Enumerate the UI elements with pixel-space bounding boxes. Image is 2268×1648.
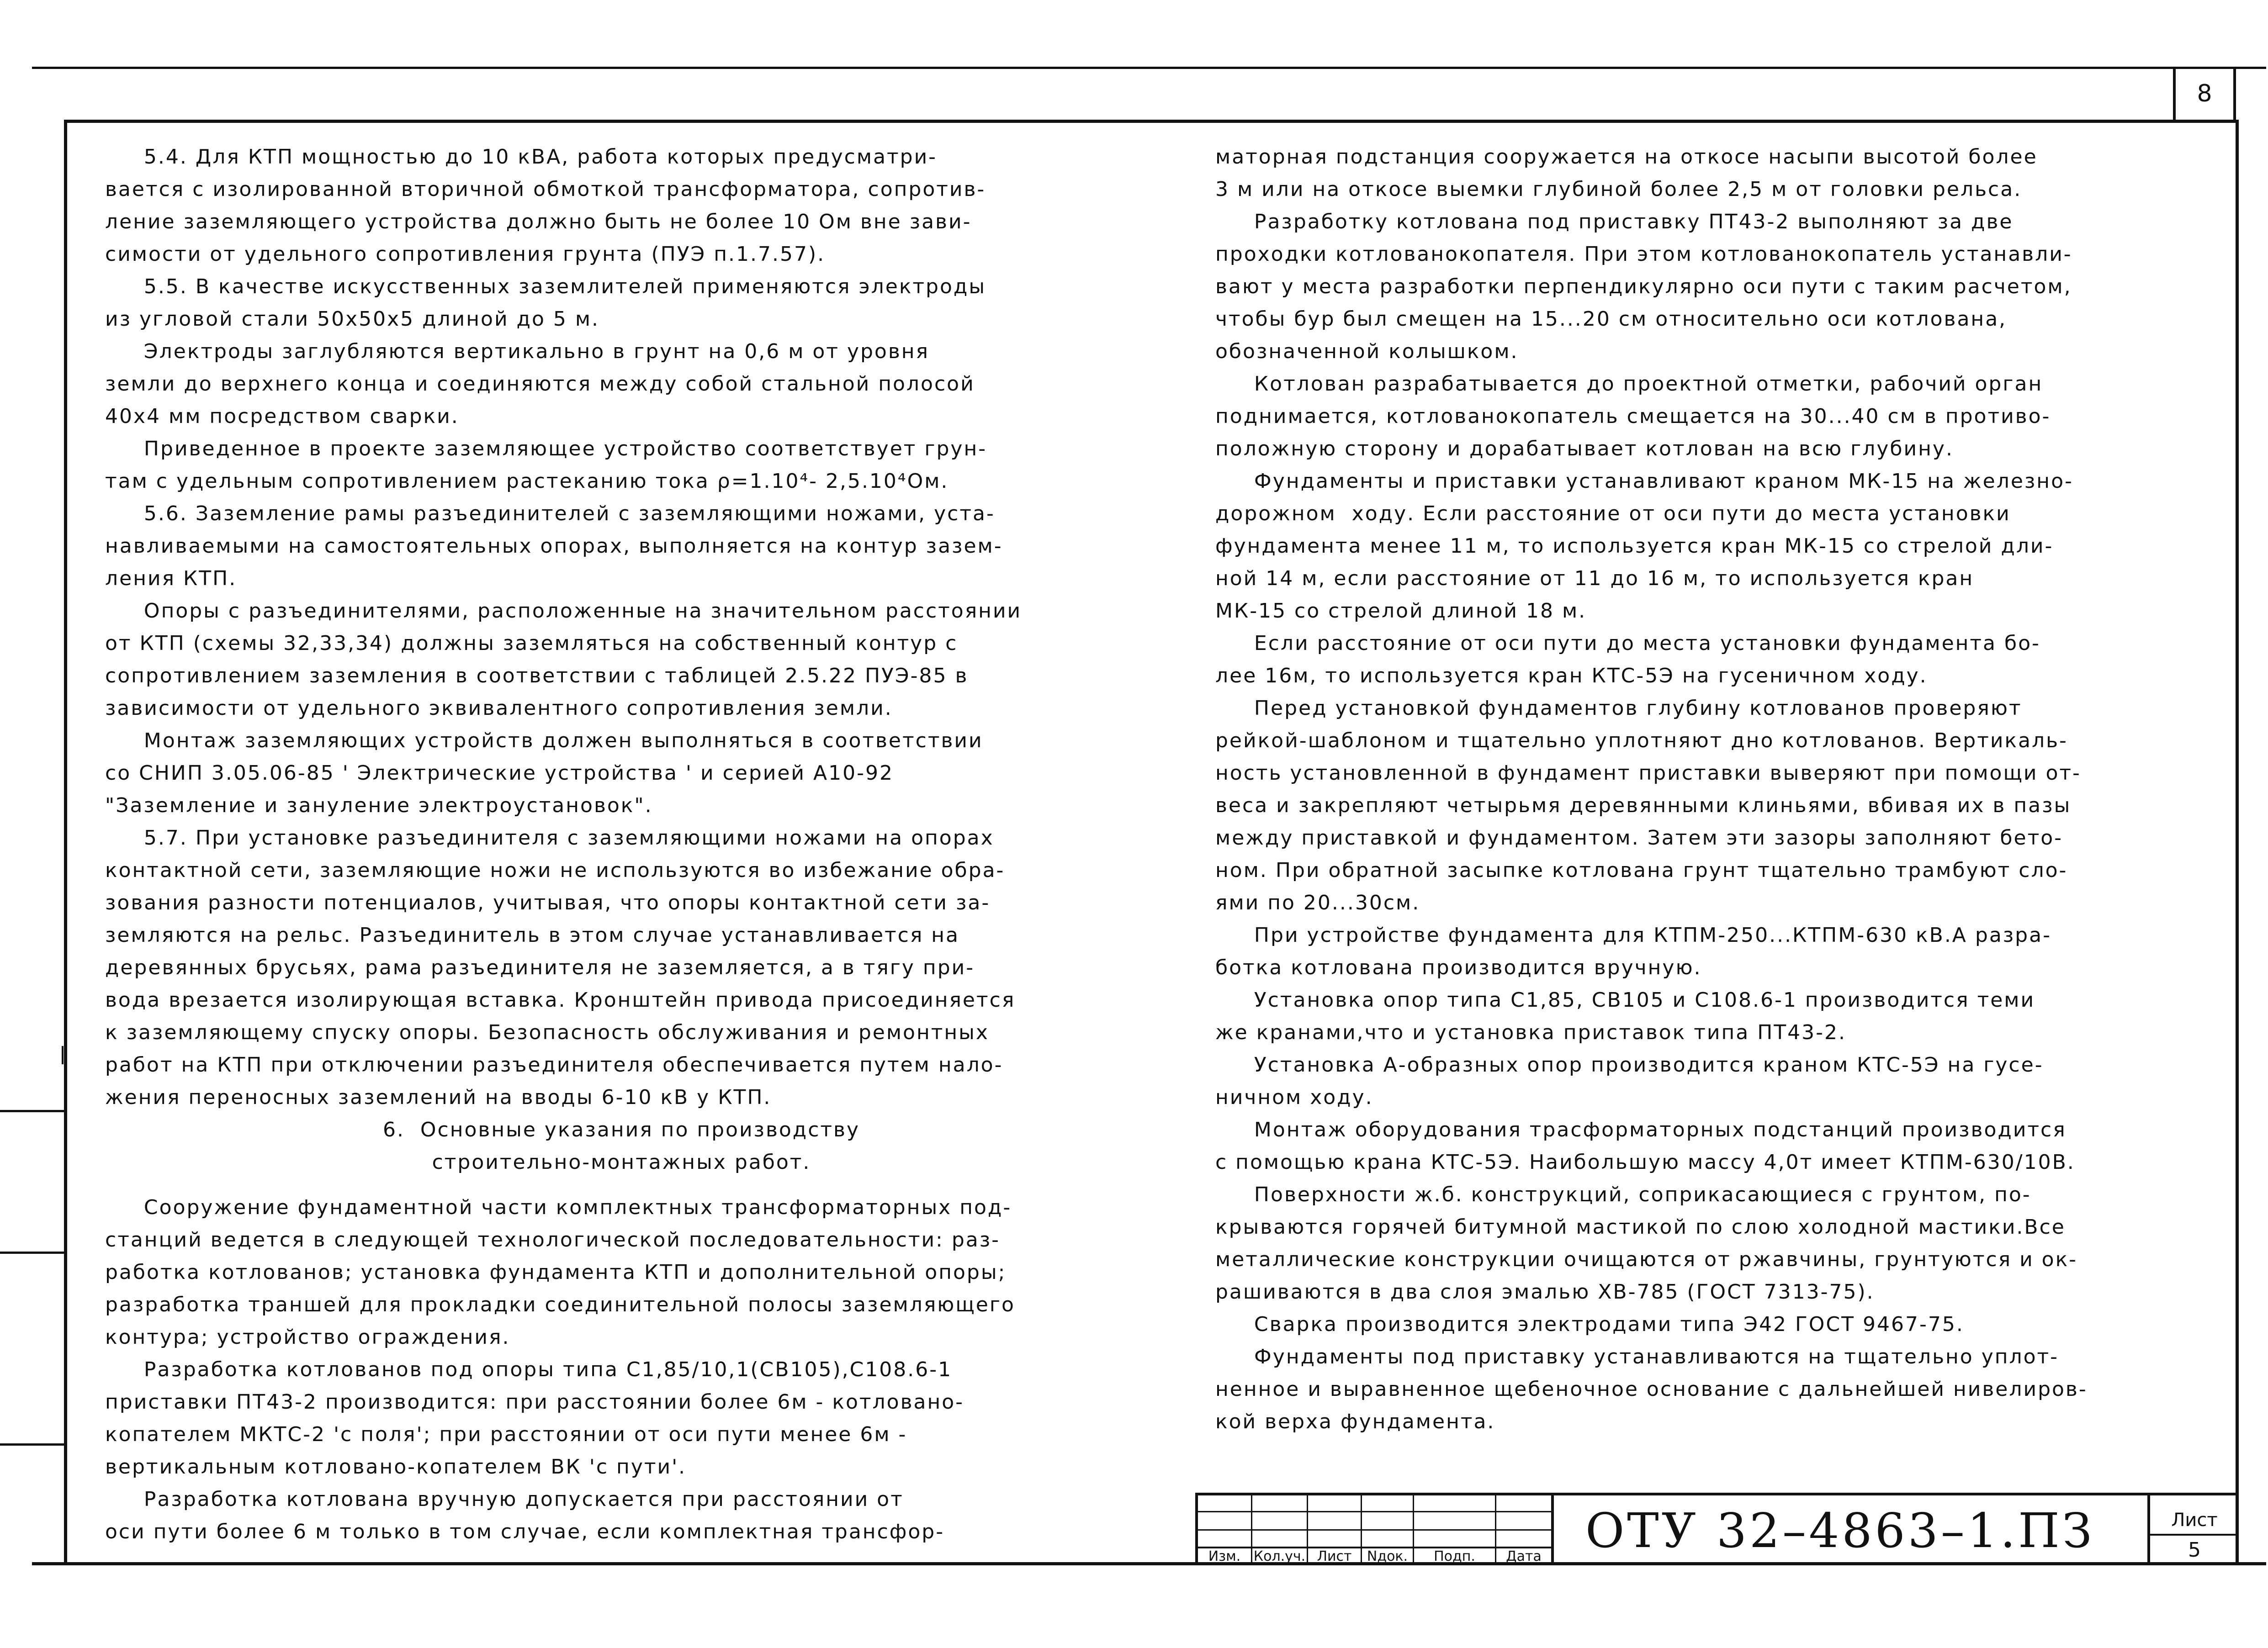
text-line: с помощью крана КТС-5Э. Наибольшую массу 4,0т имеет КТПМ-630/10В. bbox=[1215, 1151, 2075, 1174]
text-line: оси пути более 6 м только в том случае, если комплектная трансфор- bbox=[105, 1520, 945, 1543]
text-line: из угловой стали 50х50х5 длиной до 5 м. bbox=[105, 307, 600, 331]
text-line: положную сторону и дорабатывает котлован на всю глубину. bbox=[1215, 437, 1954, 460]
title-block-label: Кол.уч. bbox=[1253, 1548, 1306, 1564]
text-line: "Заземление и зануление электроустановок". bbox=[105, 794, 653, 817]
sheet-number-top: 8 bbox=[2197, 80, 2212, 107]
text-line: кой верха фундамента. bbox=[1215, 1410, 1495, 1433]
text-line: работка котлованов; установка фундамента КТП и дополнительной опоры; bbox=[105, 1261, 1007, 1284]
text-line: Если расстояние от оси пути до места установки фундамента бо- bbox=[1215, 632, 2040, 655]
text-line: ненное и выравненное щебеночное основание с дальнейшей нивелиров- bbox=[1215, 1378, 2088, 1401]
text-line: Фундаменты и приставки устанавливают краном МК-15 на железно- bbox=[1215, 470, 2073, 493]
text-line: Разработка котлованов под опоры типа С1,85/10,1(СВ105),С108.6-1 bbox=[105, 1358, 953, 1381]
text-line: При устройстве фундамента для КТПМ-250...КТПМ-630 кВ.А разра- bbox=[1215, 924, 2051, 947]
binding-mark bbox=[0, 1110, 64, 1112]
text-line: работ на КТП при отключении разъединителя обеспечивается путем нало- bbox=[105, 1053, 1003, 1077]
text-line: контактной сети, заземляющие ножи не используются во избежание обра- bbox=[105, 859, 1005, 882]
text-line: контура; устройство ограждения. bbox=[105, 1326, 510, 1349]
text-line: земляются на рельс. Разъединитель в этом случае устанавливается на bbox=[105, 924, 960, 947]
text-line: зования разности потенциалов, учитывая, что опоры контактной сети за- bbox=[105, 891, 991, 914]
text-line: металлические конструкции очищаются от ржавчины, грунтуются и ок- bbox=[1215, 1248, 2078, 1271]
text-line: Перед установкой фундаментов глубину котлованов проверяют bbox=[1215, 697, 2022, 720]
text-line: Электроды заглубляются вертикально в грунт на 0,6 м от уровня bbox=[105, 340, 929, 363]
text-line: Монтаж заземляющих устройств должен выполняться в соответствии bbox=[105, 729, 983, 752]
text-line: копателем МКТС-2 'с поля'; при расстоянии от оси пути менее 6м - bbox=[105, 1423, 907, 1446]
text-line: обозначенной колышком. bbox=[1215, 340, 1519, 363]
text-line: ничном ходу. bbox=[1215, 1086, 1373, 1109]
title-block-label: Дата bbox=[1506, 1548, 1542, 1564]
text-line: веса и закрепляют четырьмя деревянными клиньями, вбивая их в пазы bbox=[1215, 794, 2072, 817]
text-line: 5.6. Заземление рамы разъединителей с заземляющими ножами, уста- bbox=[105, 502, 995, 525]
text-line: ления КТП. bbox=[105, 567, 237, 590]
binding-mark bbox=[0, 1443, 64, 1446]
text-line: Установка А-образных опор производится краном КТС-5Э на гусе- bbox=[1215, 1053, 2044, 1077]
text-line: Разработку котлована под приставку ПТ43-2 выполняют за две bbox=[1215, 210, 2014, 233]
text-line: Монтаж оборудования трасформаторных подстанций производится bbox=[1215, 1118, 2067, 1141]
text-line: ление заземляющего устройства должно быть не более 10 Ом вне зави- bbox=[105, 210, 972, 233]
text-line: маторная подстанция сооружается на откосе насыпи высотой более bbox=[1215, 145, 2038, 169]
text-line: ботка котлована производится вручную. bbox=[1215, 956, 1702, 979]
text-line: Сооружение фундаментной части комплектных трансформаторных под- bbox=[105, 1196, 1012, 1219]
frame-left-line bbox=[64, 120, 67, 1565]
text-line: Фундаменты под приставку устанавливаются на тщательно уплот- bbox=[1215, 1345, 2059, 1368]
text-line: Разработка котлована вручную допускается при расстоянии от bbox=[105, 1488, 904, 1511]
text-line: Котлован разрабатывается до проектной отметки, рабочий орган bbox=[1215, 372, 2043, 396]
text-line: приставки ПТ43-2 производится: при расстоянии более 6м - котловано- bbox=[105, 1390, 964, 1414]
text-line: дорожном ходу. Если расстояние от оси пути до места установки bbox=[1215, 502, 2011, 525]
sheet-value: 5 bbox=[2188, 1538, 2201, 1562]
text-line: 40х4 мм посредством сварки. bbox=[105, 405, 459, 428]
text-line: навливаемыми на самостоятельных опорах, выполняется на контур зазем- bbox=[105, 534, 1003, 558]
text-line: же кранами,что и установка приставок типа ПТ43-2. bbox=[1215, 1021, 1846, 1044]
text-line: вают у места разработки перпендикулярно оси пути с таким расчетом, bbox=[1215, 275, 2072, 298]
text-line: 5.5. В качестве искусственных заземлителей применяются электроды bbox=[105, 275, 986, 298]
text-line: к заземляющему спуску опоры. Безопасность обслуживания и ремонтных bbox=[105, 1021, 989, 1044]
sheet-box-right bbox=[2233, 68, 2236, 121]
title-block-label: Nдок. bbox=[1367, 1548, 1408, 1564]
section-heading-line: 6. Основные указания по производству bbox=[382, 1118, 860, 1141]
title-block-label: Подп. bbox=[1434, 1548, 1475, 1564]
frame-bottom-line bbox=[32, 1562, 2266, 1565]
section-heading-line: строительно-монтажных работ. bbox=[432, 1151, 811, 1174]
frame-top-line-outer bbox=[32, 67, 2266, 69]
left-text-column bbox=[105, 141, 1138, 1548]
text-line: Поверхности ж.б. конструкций, соприкасающиеся с грунтом, по- bbox=[1215, 1183, 2031, 1206]
text-line: зависимости от удельного эквивалентного сопротивления земли. bbox=[105, 697, 893, 720]
text-line: поднимается, котлованокопатель смещается на 30...40 см в противо- bbox=[1215, 405, 2051, 428]
text-line: рейкой-шаблоном и тщательно уплотняют дно котлованов. Вертикаль- bbox=[1215, 729, 2068, 752]
text-line: со СНИП 3.05.06-85 ' Электрические устройства ' и серией А10-92 bbox=[105, 761, 894, 785]
text-line: Приведенное в проекте заземляющее устройство соответствует грун- bbox=[105, 437, 987, 460]
text-line: рашиваются в два слоя эмалью ХВ-785 (ГОСТ 7313-75). bbox=[1215, 1280, 1875, 1304]
text-line: вода врезается изолирующая вставка. Кронштейн привода присоединяется bbox=[105, 988, 1016, 1012]
text-line: от КТП (схемы 32,33,34) должны заземляться на собственный контур с bbox=[105, 632, 958, 655]
text-line: фундамента менее 11 м, то используется кран МК-15 со стрелой дли- bbox=[1215, 534, 2054, 558]
text-line: 5.7. При установке разъединителя с заземляющими ножами на опорах bbox=[105, 826, 994, 850]
text-line: ность установленной в фундамент приставки выверяют при помощи от- bbox=[1215, 761, 2081, 785]
text-line: 5.4. Для КТП мощностью до 10 кВА, работа которых предусматри- bbox=[105, 145, 938, 169]
text-line: Установка опор типа С1,85, СВ105 и С108.6-1 производится теми bbox=[1215, 988, 2035, 1012]
text-line: 3 м или на откосе выемки глубиной более 2,5 м от головки рельса. bbox=[1215, 178, 2022, 201]
title-block-label: Изм. bbox=[1208, 1548, 1241, 1564]
text-line: станций ведется в следующей технологической последовательности: раз- bbox=[105, 1228, 1001, 1252]
text-line: ном. При обратной засыпке котлована грунт тщательно трамбуют сло- bbox=[1215, 859, 2068, 882]
text-line: симости от удельного сопротивления грунта (ПУЭ п.1.7.57). bbox=[105, 243, 826, 266]
text-line: лее 16м, то используется кран КТС-5Э на гусеничном ходу. bbox=[1215, 664, 1928, 687]
text-line: ями по 20...30см. bbox=[1215, 891, 1420, 914]
text-line: вается с изолированной вторичной обмоткой трансформатора, сопротив- bbox=[105, 178, 986, 201]
binding-tick bbox=[62, 1046, 64, 1064]
text-line: разработка траншей для прокладки соединительной полосы заземляющего bbox=[105, 1293, 1015, 1316]
document-code: ОТУ 32–4863–1.ПЗ bbox=[1585, 1503, 2095, 1558]
text-line: чтобы бур был смещен на 15...20 см относительно оси котлована, bbox=[1215, 307, 2007, 331]
text-line: земли до верхнего конца и соединяются между собой стальной полосой bbox=[105, 372, 975, 396]
text-line: проходки котлованокопателя. При этом котлованокопатель устанавли- bbox=[1215, 243, 2072, 266]
text-line: жения переносных заземлений на вводы 6-10 кВ у КТП. bbox=[105, 1086, 772, 1109]
text-line: деревянных брусьях, рама разъединителя не заземляется, а в тягу при- bbox=[105, 956, 975, 979]
sheet-label: Лист bbox=[2171, 1510, 2218, 1531]
text-line: Сварка производится электродами типа Э42 ГОСТ 9467-75. bbox=[1215, 1313, 1964, 1336]
text-line: там с удельным сопротивлением растеканию тока ρ=1.10⁴- 2,5.10⁴Ом. bbox=[105, 470, 949, 493]
text-line: крываются горячей битумной мастикой по слою холодной мастики.Все bbox=[1215, 1215, 2066, 1239]
right-text-column bbox=[1215, 141, 2189, 1438]
text-line: между приставкой и фундаментом. Затем эти зазоры заполняют бето- bbox=[1215, 826, 2063, 850]
frame-top-line bbox=[64, 120, 2239, 123]
text-line: Опоры с разъединителями, расположенные на значительном расстоянии bbox=[105, 599, 1022, 623]
text-line: ной 14 м, если расстояние от 11 до 16 м, то используется кран bbox=[1215, 567, 1974, 590]
binding-mark bbox=[0, 1252, 64, 1254]
text-line: сопротивлением заземления в соответствии с таблицей 2.5.22 ПУЭ-85 в bbox=[105, 664, 969, 687]
frame-right-line bbox=[2236, 120, 2239, 1565]
title-block-label: Лист bbox=[1317, 1548, 1352, 1564]
text-line: вертикальным котловано-копателем ВК 'с пути'. bbox=[105, 1455, 687, 1479]
text-line: МК-15 со стрелой длиной 18 м. bbox=[1215, 599, 1587, 623]
